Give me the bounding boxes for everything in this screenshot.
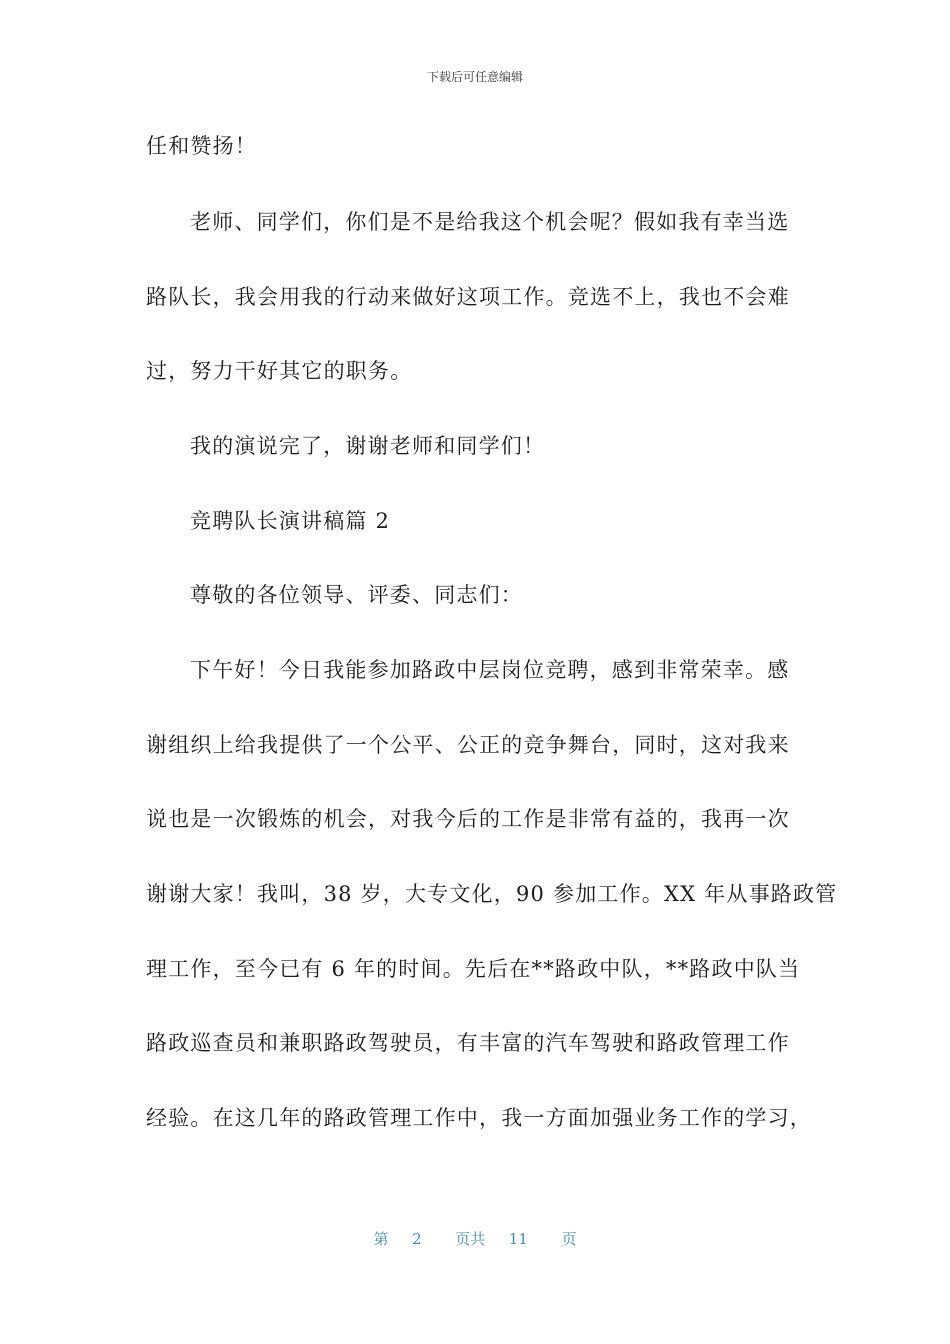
text-line: 下午好！今日我能参加路政中层岗位竞聘，感到非常荣幸。感 [190, 658, 790, 682]
page-label-prefix: 第 [373, 1230, 389, 1248]
page-label-suffix: 页 [561, 1230, 577, 1248]
page-header: 下载后可任意编辑 [426, 70, 523, 84]
text-line: 我的演说完了，谢谢老师和同学们！ [190, 434, 546, 458]
section-heading: 竞聘队长演讲稿篇 2 [190, 509, 391, 533]
text-line: 路队长，我会用我的行动来做好这项工作。竞选不上，我也不会难 [146, 285, 790, 309]
text-line: 任和赞扬！ [146, 134, 257, 158]
text-line: 尊敬的各位领导、评委、同志们： [190, 583, 523, 607]
page-footer [0, 1228, 950, 1249]
total-pages-number: 11 [508, 1230, 528, 1248]
text-line: 谢谢大家！我叫，38 岁，大专文化，90 参加工作。XX 年从事路政管 [146, 882, 838, 906]
text-line: 路政巡查员和兼职路政驾驶员，有丰富的汽车驾驶和路政管理工作 [146, 1031, 790, 1055]
text-line: 理工作，至今已有 6 年的时间。先后在**路政中队，**路政中队当 [146, 957, 801, 981]
current-page-number: 2 [412, 1230, 422, 1248]
text-line: 过，努力干好其它的职务。 [146, 359, 413, 383]
text-line: 老师、同学们，你们是不是给我这个机会呢？假如我有幸当选 [190, 210, 790, 234]
text-line: 说也是一次锻炼的机会，对我今后的工作是非常有益的，我再一次 [146, 807, 790, 831]
text-line: 谢组织上给我提供了一个公平、公正的竞争舞台，同时，这对我来 [146, 733, 790, 757]
page-label-mid: 页共 [455, 1230, 486, 1248]
text-line: 经验。在这几年的路政管理工作中，我一方面加强业务工作的学习， [146, 1106, 812, 1130]
